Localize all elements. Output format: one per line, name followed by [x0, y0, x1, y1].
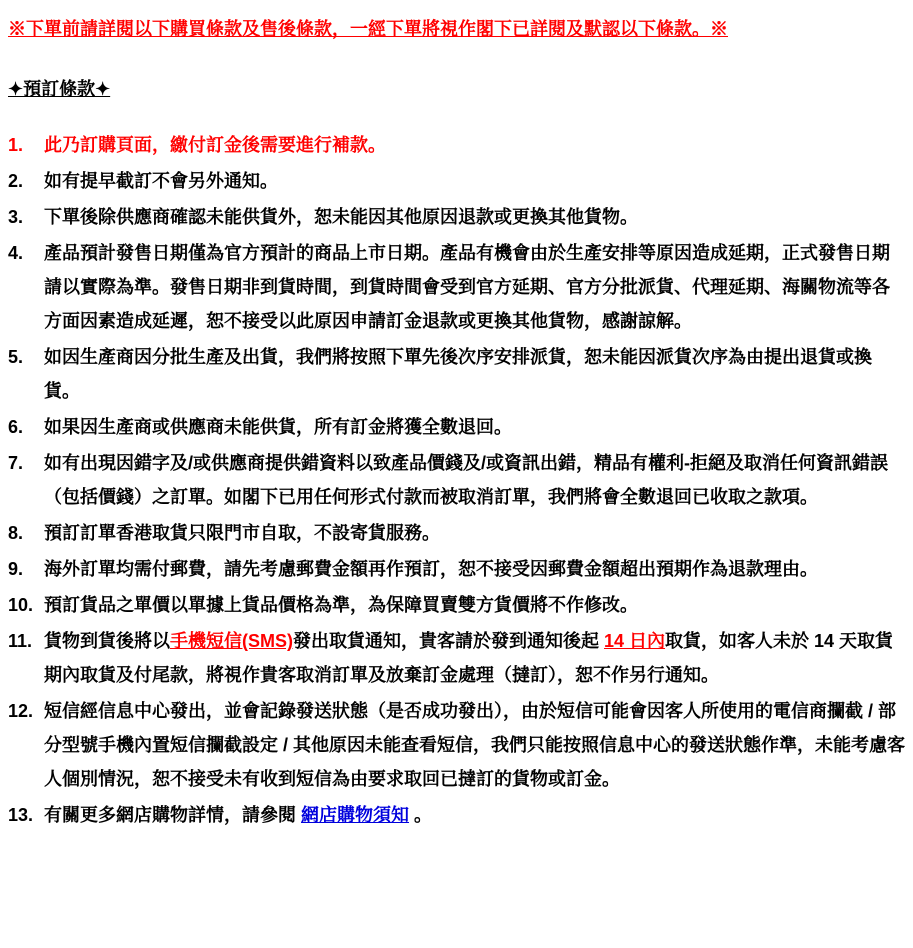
text-segment: 。 [409, 805, 433, 825]
term-number: 10. [8, 595, 34, 615]
term-text [44, 624, 905, 692]
term-text [44, 340, 905, 408]
term-text [44, 516, 905, 550]
term-number: 6. [8, 417, 24, 437]
term-item [8, 446, 905, 514]
text-segment: 預訂訂單香港取貨只限門市自取，不設寄貨服務。 [44, 523, 440, 543]
text-segment: 下單後除供應商確認未能供貨外，恕未能因其他原因退款或更換其他貨物。 [44, 207, 638, 227]
term-text [44, 128, 905, 162]
text-segment: 產品預計發售日期僅為官方預計的商品上市日期。產品有機會由於生產安排等原因造成延期，正式發售日期請以實際為準。發售日期非到貨時間，到貨時間會受到官方延期、官方分批派貨、代理延期、海關物流等各方面因素造成延遲，恕不接受以此原因申請訂金退款或更換其他貨物，感謝諒解。 [44, 243, 890, 331]
terms-list [8, 128, 905, 832]
term-number: 12. [8, 701, 34, 721]
term-number: 9. [8, 559, 24, 579]
shop-guide-link[interactable]: 網店購物須知 [301, 805, 409, 825]
text-segment: 短信經信息中心發出，並會記錄發送狀態（是否成功發出），由於短信可能會因客人所使用的電信商攔截 / 部分型號手機內置短信攔截設定 / 其他原因未能查看短信，我們只能按照信息中心的發送狀態作準，未能考慮客人個別情況，恕不接受未有收到短信為由要求取回已撻訂的貨物或訂金。 [44, 701, 905, 789]
term-text [44, 588, 905, 622]
deadline-highlight: 14 日內 [604, 631, 666, 651]
purchase-notice-title: ※下單前請詳閱以下購買條款及售後條款，一經下單將視作閣下已詳閱及默認以下條款。※ [8, 19, 728, 39]
term-number: 5. [8, 347, 24, 367]
text-segment: 海外訂單均需付郵費，請先考慮郵費金額再作預訂，恕不接受因郵費金額超出預期作為退款理由。 [44, 559, 818, 579]
term-item [8, 128, 905, 162]
term-text [44, 446, 905, 514]
text-segment: 如有提早截訂不會另外通知。 [44, 171, 278, 191]
term-number: 7. [8, 453, 24, 473]
term-number: 3. [8, 207, 24, 227]
text-segment: 如有出現因錯字及/或供應商提供錯資料以致產品價錢及/或資訊出錯，精品有權利-拒絕及取消任何資訊錯誤（包括價錢）之訂單。如閣下已用任何形式付款而被取消訂單，我們將會全數退回已收取之款項。 [44, 453, 888, 507]
term-number: 11. [8, 631, 33, 651]
term-item [8, 340, 905, 408]
text-segment: 此乃訂購頁面，繳付訂金後需要進行補款。 [44, 135, 386, 155]
term-text [44, 694, 905, 796]
term-number: 2. [8, 171, 24, 191]
term-number: 8. [8, 523, 24, 543]
text-segment: 有關更多網店購物詳情，請參閱 [44, 805, 301, 825]
term-number: 13. [8, 805, 34, 825]
term-item [8, 410, 905, 444]
term-item [8, 164, 905, 198]
text-segment: 貨物到貨後將以 [44, 631, 170, 651]
text-segment: 預訂貨品之單價以單據上貨品價格為準，為保障買賣雙方貨價將不作修改。 [44, 595, 638, 615]
term-item [8, 694, 905, 796]
term-item [8, 552, 905, 586]
preorder-terms-header: ✦預訂條款✦ [8, 79, 111, 99]
term-item [8, 200, 905, 234]
term-number: 4. [8, 243, 24, 263]
term-item [8, 516, 905, 550]
text-segment: 如因生產商因分批生產及出貨，我們將按照下單先後次序安排派貨，恕未能因派貨次序為由提出退貨或換貨。 [44, 347, 872, 401]
term-text [44, 200, 905, 234]
term-number: 1. [8, 135, 24, 155]
text-segment: 取貨，如客人未於 14 天取貨期內取貨及付尾款，將視作貴客取消訂單及放棄訂金處理（撻訂），恕不作另行通知。 [44, 631, 894, 685]
term-item [8, 588, 905, 622]
text-segment: 發出取貨通知，貴客請於發到通知後起 [293, 631, 604, 651]
term-text [44, 164, 905, 198]
term-item [8, 798, 905, 832]
term-item [8, 236, 905, 338]
sms-highlight: 手機短信(SMS) [170, 631, 293, 651]
term-item [8, 624, 905, 692]
term-text [44, 236, 905, 338]
term-text [44, 798, 905, 832]
term-text [44, 552, 905, 586]
text-segment: 如果因生產商或供應商未能供貨，所有訂金將獲全數退回。 [44, 417, 512, 437]
term-text [44, 410, 905, 444]
